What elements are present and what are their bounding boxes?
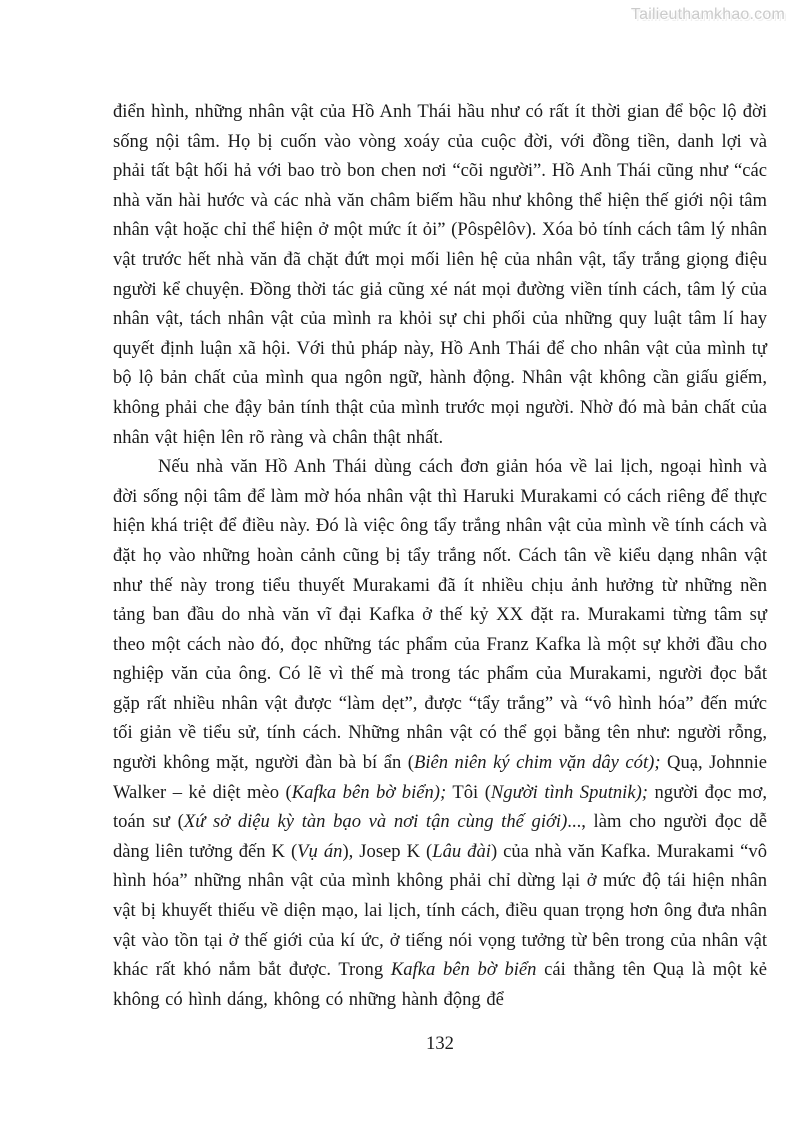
text-run: ), Josep K ( <box>342 840 433 862</box>
text-run: người đọc mơ, toán sư ( <box>113 781 767 833</box>
paragraph <box>113 97 767 452</box>
italic-text-run: Xứ sở diệu kỳ tàn bạo và nơi tận cùng thế giới) <box>183 811 568 833</box>
italic-text-run: Người tình Sputnik); <box>490 781 648 803</box>
text-run: Tôi ( <box>446 781 491 803</box>
text-run: ..., làm cho người đọc dễ dàng liên tưởng đến K ( <box>113 811 767 862</box>
text-run: cái thằng tên Quạ là một kẻ không có hình dáng, không có những hành động để <box>113 959 767 1010</box>
text-run: ) của nhà văn Kafka. Murakami “vô hình hóa” những nhân vật của mình không phải chỉ dừng lại ở mức độ tái hiện nhân vật bị khuyết thiếu về diện mạo, lai lịch, tính cách, điều quan trọng hơn ông đưa nhân vật vào tồn tại ở thế giới của kí ức, ở tiếng nói vọng tưởng từ bên trong của nhân vật khác rất khó nắm bắt được. Trong <box>113 840 768 981</box>
document-body <box>113 97 767 1014</box>
italic-text-run: Kafka bên bờ biển <box>390 959 537 981</box>
italic-text-run: Kafka bên bờ biển); <box>291 781 447 803</box>
page-number: 132 <box>426 1033 454 1054</box>
watermark: Tailieuthamkhao.com <box>630 6 785 23</box>
italic-text-run: Biên niên ký chim vặn dây cót); <box>413 752 661 774</box>
text-run: điển hình, những nhân vật của Hồ Anh Thái hầu như có rất ít thời gian để bộc lộ đời sống nội tâm. Họ bị cuốn vào vòng xoáy của cuộc đời, với đồng tiền, danh lợi và phải tất bật hối hả với bao trò bon chen nơi “cõi người”. Hồ Anh Thái cũng như “các nhà văn hài hước và các nhà văn châm biếm hầu như không thể hiện thế giới nội tâm nhân vật hoặc chỉ thể hiện ở một mức ít ỏi” (Pôspêlôv). Xóa bỏ tính cách tâm lý nhân vật trước hết nhà văn đã chặt đứt mọi mối liên hệ của nhân vật, tẩy trắng giọng điệu người kể chuyện. Đồng thời tác giả cũng xé nát mọi đường viền tính cách, tâm lý của nhân vật, tách nhân vật của mình ra khỏi sự chi phối của những quy luật tâm lí hay quyết định luận xã hội. Với thủ pháp này, Hồ Anh Thái để cho nhân vật của mình tự bộ lộ bản chất của mình qua ngôn ngữ, hành động. Nhân vật không cần giấu giếm, không phải che đậy bản tính thật của mình trước mọi người. Nhờ đó mà bản chất của nhân vật hiện lên rõ ràng và chân thật nhất. <box>113 101 767 448</box>
text-run: Nếu nhà văn Hồ Anh Thái dùng cách đơn giản hóa về lai lịch, ngoại hình và đời sống nội tâm để làm mờ hóa nhân vật thì Haruki Murakami có cách riêng để thực hiện khá triệt để điều này. Đó là việc ông tẩy trắng nhân vật của mình về tính cách và đặt họ vào những hoàn cảnh cũng bị tẩy trắng nốt. Cách tân về kiểu dạng nhân vật như thế này trong tiểu thuyết Murakami đã ít nhiều chịu ảnh hưởng từ những nền tảng ban đầu do nhà văn vĩ đại Kafka ở thế kỷ XX đặt ra. Murakami từng tâm sự theo một cách nào đó, đọc những tác phẩm của Franz Kafka là một sự khởi đầu cho nghiệp văn của ông. Có lẽ vì thế mà trong tác phẩm của Murakami, người đọc bắt gặp rất nhiều nhân vật được “làm dẹt”, được “tẩy trắng” và “vô hình hóa” đến mức tối giản về tiểu sử, tính cách. Những nhân vật có thể gọi bằng tên như: người rỗng, người không mặt, người đàn bà bí ẩn ( <box>113 456 767 774</box>
text-run: Quạ, Johnnie Walker – kẻ diệt mèo ( <box>113 752 768 803</box>
italic-text-run: Vụ án <box>297 840 343 862</box>
italic-text-run: Lâu đài <box>432 840 491 862</box>
paragraph <box>113 452 767 1014</box>
